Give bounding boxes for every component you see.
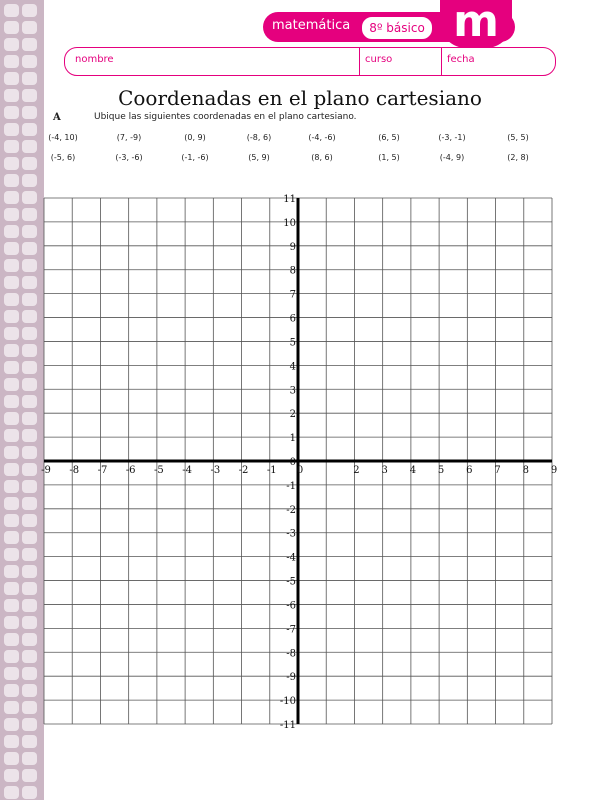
coordinate-item: (2, 8) [507, 153, 529, 162]
y-tick-label: 11 [283, 194, 296, 205]
x-tick-label: 3 [381, 465, 388, 476]
y-tick-label: 8 [289, 265, 296, 277]
y-tick-label: 3 [289, 385, 296, 397]
page-title: Coordenadas en el plano cartesiano [118, 86, 482, 110]
y-tick-label: 10 [283, 217, 296, 229]
coordinate-item: (8, 6) [311, 153, 333, 162]
x-tick-label: -5 [154, 465, 164, 476]
section-letter: A [53, 112, 61, 123]
y-tick-label: -10 [279, 696, 296, 708]
y-tick-label: -11 [279, 720, 296, 731]
date-field-label: fecha [447, 54, 475, 65]
y-tick-label: -2 [286, 504, 296, 516]
coordinate-item: (-3, -6) [115, 153, 143, 162]
x-tick-label: -1 [266, 465, 277, 476]
subject-label: matemática [272, 18, 351, 33]
x-tick-label: 9 [550, 465, 558, 476]
x-tick-label: -7 [97, 465, 108, 476]
name-field-label: nombre [75, 54, 114, 65]
x-tick-label: 6 [466, 465, 473, 476]
coordinate-item: (-1, -6) [181, 153, 209, 162]
y-tick-label: -1 [286, 480, 296, 492]
y-tick-label: 0 [289, 457, 296, 468]
coordinate-item: (0, 9) [184, 133, 206, 142]
coordinate-item: (-4, -6) [308, 133, 336, 142]
coordinate-item: (-3, -1) [438, 133, 466, 142]
x-tick-label: 4 [409, 465, 417, 476]
y-tick-label: 5 [289, 337, 296, 349]
x-tick-label: -4 [182, 465, 192, 476]
x-tick-label: 8 [522, 465, 529, 476]
y-tick-label: -4 [286, 552, 296, 564]
x-tick-label: -8 [69, 465, 80, 476]
y-tick-label: -7 [286, 624, 296, 636]
y-tick-label: -6 [286, 600, 296, 612]
logo-letter: m [453, 0, 499, 47]
x-tick-label: -6 [125, 465, 136, 476]
coordinate-item: (1, 5) [378, 153, 400, 162]
coordinate-item: (5, 5) [507, 133, 529, 142]
y-tick-label: -5 [286, 576, 296, 588]
x-tick-label: -2 [238, 465, 249, 476]
x-tick-label: 2 [353, 465, 360, 476]
y-tick-label: -3 [286, 528, 296, 540]
coordinate-item: (-4, 9) [439, 153, 465, 162]
y-tick-label: 9 [289, 241, 296, 253]
x-tick-label: 5 [437, 465, 445, 476]
x-tick-label: -9 [41, 465, 51, 476]
coordinate-item: (5, 9) [248, 153, 270, 162]
x-tick-label: 7 [494, 465, 501, 476]
y-tick-label: -8 [286, 648, 296, 660]
grade-label: 8º básico [369, 21, 425, 35]
x-tick-label: 0 [296, 465, 304, 476]
coordinate-item: (-8, 6) [246, 133, 272, 142]
y-tick-label: -9 [286, 672, 296, 684]
coordinate-item: (7, -9) [116, 133, 142, 142]
y-tick-label: 2 [289, 409, 296, 421]
y-tick-label: 1 [289, 433, 296, 445]
y-tick-label: 7 [289, 289, 296, 301]
y-tick-label: 4 [289, 361, 296, 373]
course-field-label: curso [365, 54, 393, 65]
coordinate-item: (6, 5) [378, 133, 400, 142]
coordinate-item: (-4, 10) [48, 133, 78, 142]
x-tick-label: -3 [210, 465, 221, 476]
coordinate-item: (-5, 6) [50, 153, 76, 162]
instruction-text: Ubique las siguientes coordenadas en el plano cartesiano. [94, 112, 357, 122]
y-tick-label: 6 [289, 313, 296, 325]
